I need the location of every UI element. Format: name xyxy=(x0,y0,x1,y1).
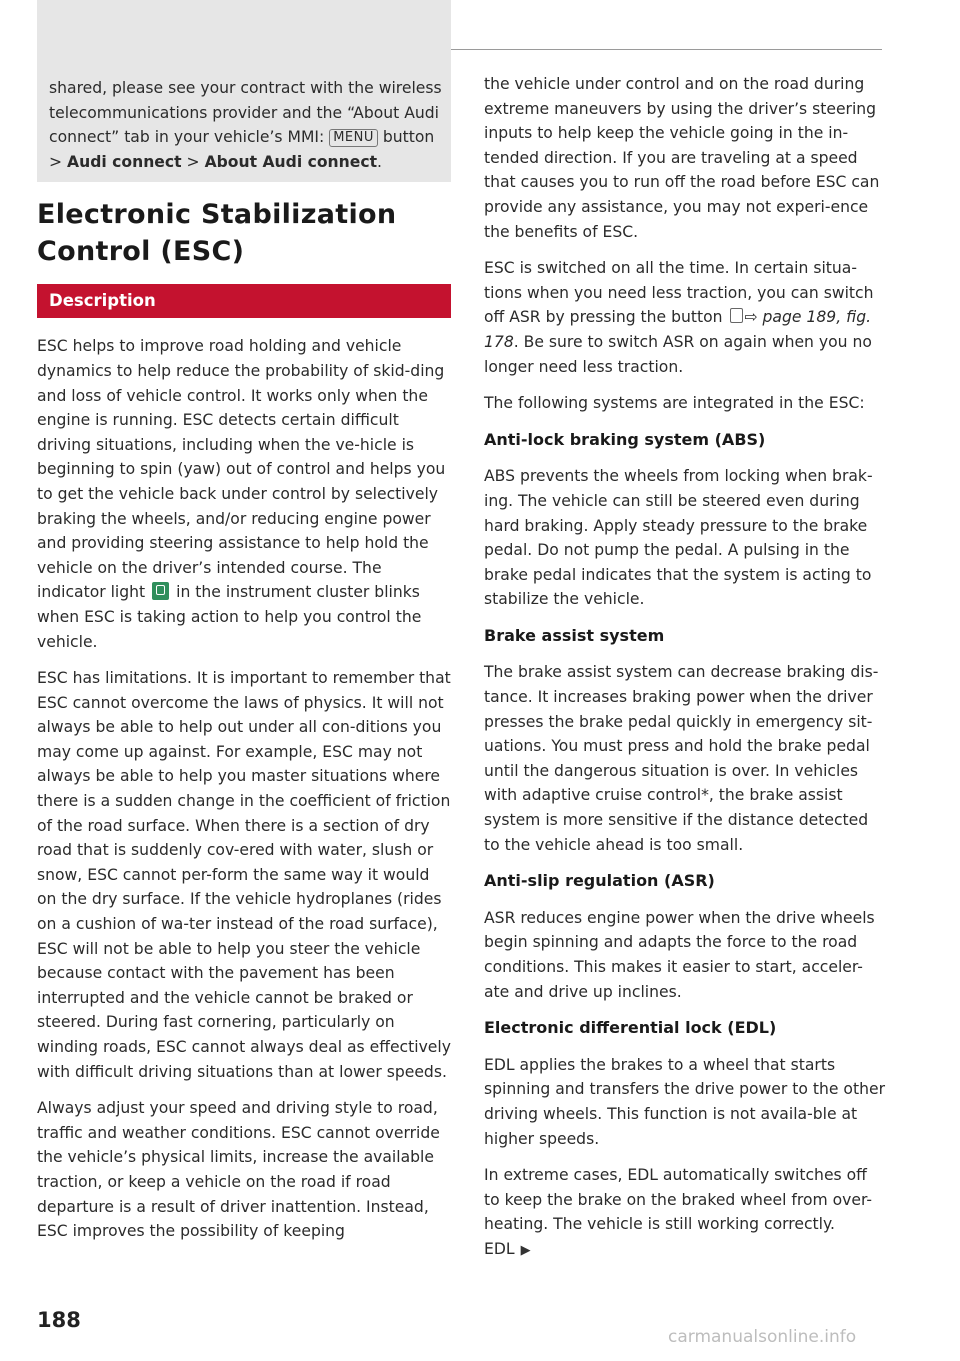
watermark: carmanualsonline.info xyxy=(668,1327,857,1347)
paragraph-text: ESC is switched on all the time. In certain situa-tions when you need less traction, you can switch off ASR by pressing the button xyxy=(484,259,874,327)
paragraph xyxy=(484,1163,886,1263)
continue-arrow-icon: ▶ xyxy=(520,1242,531,1258)
note-bold-audi-connect: Audi connect xyxy=(67,152,182,171)
paragraph: The following systems are integrated in the ESC: xyxy=(484,394,865,413)
note-text-part: shared, please see your contract with the wireless telecommunications provider and the “About Audi connect” tab in your vehicle’s MMI: xyxy=(49,79,442,147)
paragraph-text: ESC helps to improve road holding and vehicle dynamics to help reduce the probability of skid-ding and loss of vehicle control. It works only when the engine is running. ESC detects certain difficult driving situations, including when the ve-hicle is beginning to spin (yaw) out of control and helps you to get the vehicle back under control by selectively braking the wheels, and/or reducing engine power and providing steering assistance to help hold the vehicle on the driver’s intended course. The indicator light xyxy=(37,337,446,602)
paragraph: EDL applies the brakes to a wheel that starts spinning and transfers the drive power to the other driving wheels. This function is not availa-ble at higher speeds. xyxy=(484,1055,885,1148)
paragraph xyxy=(37,334,451,654)
paragraph: the vehicle under control and on the road during extreme maneuvers by using the driver’s steering inputs to help keep the vehicle going in the in-tended direction. If you are traveling at a speed that causes you to run off the road before ESC can provide any assistance, you may not experi-ence the benefits of ESC. xyxy=(484,75,880,241)
left-column xyxy=(37,72,451,1256)
esc-off-button-icon xyxy=(730,308,743,323)
note-text-part: button > xyxy=(49,128,435,171)
subheading-edl: Electronic differential lock (EDL) xyxy=(484,1018,777,1038)
esc-indicator-light-icon xyxy=(152,582,169,600)
paragraph-text: . Be sure to switch ASR on again when you no longer need less traction. xyxy=(484,332,872,376)
paragraph: ESC has limitations. It is important to remember that ESC cannot overcome the laws of physics. It will not always be able to help out under all con-ditions you may come up against. For example, ESC may not always be able to help you master situations where there is a sudden change in the coefficient of friction of the road surface. When there is a section of dry road that is suddenly cov-ered with water, slush or snow, ESC cannot per-form the same way it would on the dry surface. If the vehicle hydroplanes (rides on a cushion of wa-ter instead of the road surface), ESC will not be able to help you steer the vehicle because contact with the pavement has been interrupted and the vehicle cannot be braked or steered. During fast cornering, particularly on winding roads, ESC cannot always deal as effectively with difficult driving situations than at lower speeds. xyxy=(37,669,451,1081)
paragraph-text: In extreme cases, EDL automatically switches off to keep the brake on the braked wheel from over-heating. The vehicle is still working correctly. EDL xyxy=(484,1166,873,1258)
paragraph-text: in the instrument cluster blinks when ESC is taking action to help you control the vehicle. xyxy=(37,583,422,651)
description-bar: Description xyxy=(37,284,451,318)
note-bold-about-audi-connect: About Audi connect xyxy=(204,152,378,171)
right-column xyxy=(484,72,886,1276)
page-reference-link[interactable]: ⇨ page 189, fig. 178 xyxy=(484,308,872,351)
note-end: . xyxy=(377,152,382,171)
note-box xyxy=(37,0,451,182)
section-title: Electronic Stabilization Control (ESC) xyxy=(37,199,397,268)
subheading-abs: Anti-lock braking system (ABS) xyxy=(484,429,766,449)
note-separator: > xyxy=(181,152,205,171)
paragraph xyxy=(484,256,886,379)
paragraph: The brake assist system can decrease braking dis-tance. It increases braking power when the driver presses the brake pedal quickly in emergency sit-uations. You must press and hold the brake pedal until the dangerous situation is over. In vehicles with adaptive cruise control*, the brake assist system is more sensitive if the distance detected to the vehicle ahead is too small. xyxy=(484,663,879,854)
subheading-brake-assist: Brake assist system xyxy=(484,625,665,645)
page-number: 188 xyxy=(37,1308,81,1332)
paragraph: ASR reduces engine power when the drive wheels begin spinning and adapts the force to the road conditions. This makes it easier to start, acceler-ate and drive up inclines. xyxy=(484,908,875,1001)
paragraph: ABS prevents the wheels from locking when brak-ing. The vehicle can still be steered even during hard braking. Apply steady pressure to the brake pedal. Do not pump the pedal. A pulsing in the brake pedal indicates that the system is acting to stabilize the vehicle. xyxy=(484,467,873,609)
menu-button-glyph: MENU xyxy=(329,129,378,147)
paragraph: Always adjust your speed and driving style to road, traffic and weather conditions. ESC cannot override the vehicle’s physical limits, increase the available traction, or keep a vehicle on the road if road departure is a result of driver inattention. Instead, ESC improves the possibility of keeping xyxy=(37,1099,440,1241)
subheading-asr: Anti-slip regulation (ASR) xyxy=(484,871,715,891)
note-text xyxy=(49,76,451,174)
